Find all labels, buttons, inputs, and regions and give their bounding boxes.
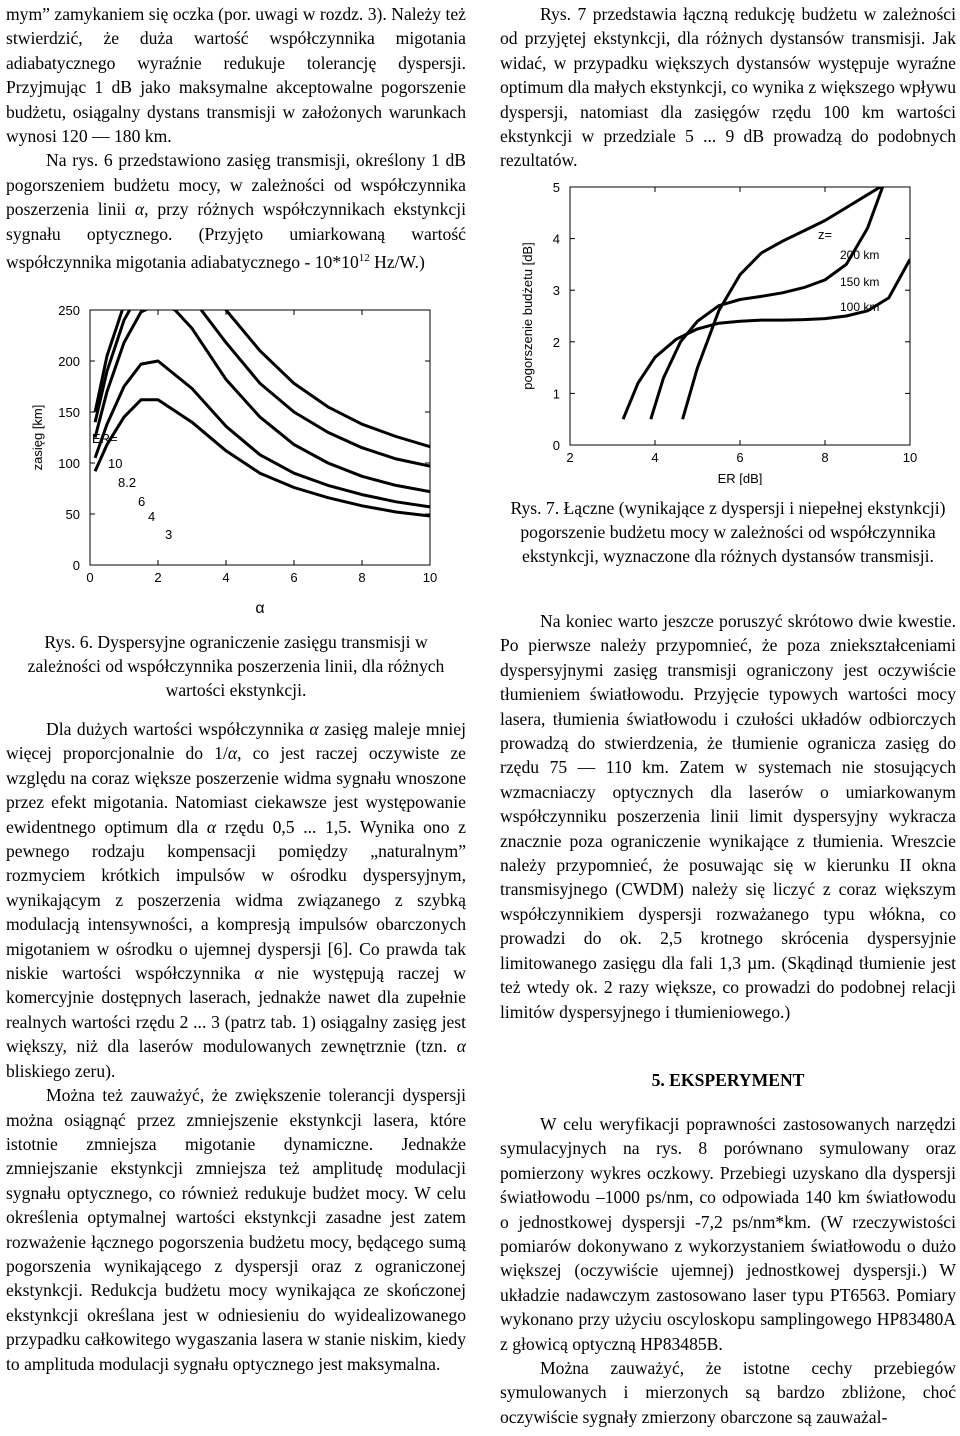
plot-frame <box>90 310 430 565</box>
x-tick-label: 6 <box>290 570 298 585</box>
y-tick-label: 250 <box>58 303 80 318</box>
legend-label: 3 <box>165 527 173 542</box>
right-column-bottom <box>500 609 956 1024</box>
section-heading: 5. EKSPERYMENT <box>651 1070 805 1090</box>
x-tick-label: 4 <box>222 570 230 585</box>
legend-title: ER= <box>92 431 118 446</box>
paragraph-na-koniec: Na koniec warto jeszcze poruszyć skrótowo dwie kwestie. Po pierwsze należy przypomnieć, że poza zniekształceniami dyspersyjnymi zasięg transmisji ograniczony jest oczywiście tłumieniem światłowodu. Przyjęcie typowych wartości mocy lasera, tłumienia światłowodu i czułości układów odbiorczych prowadzą do stwierdzenia, że tłumienie ogranicza zasięg do rzędu 75 — 110 km. Zatem w systemach nie stosujących wzmacniaczy optycznych dla laserów o umiarkowanym współczynniku poszerzenia linii limit dyspersyjny wykracza znacznie poza ograniczenie wynikające z tłumienia. Wreszcie należy przypomnieć, że posuwając się w kierunku II okna transmisyjnego (CWDM) należy się liczyć z coraz większym współczynnikiem dyspersji rozważanego typu włókna, co prowadzi do ok. 2,5 krotnego skrócenia dyspersyjnie limitowanego zasięgu dla fali 1,3 µm. (Skądinąd tłumienie jest też wtedy ok. 2 razy większe, co prowadzi do podobnej relacji limitów dyspersyjnego i tłumieniowego.) <box>500 611 956 1022</box>
x-tick-label: 2 <box>154 570 162 585</box>
legend-label: 6 <box>138 494 146 509</box>
x-tick-label: 6 <box>736 450 744 465</box>
legend-label: 10 <box>108 456 123 471</box>
figure-6-caption: Rys. 6. Dyspersyjne ograniczenie zasięgu transmisji w zależności od współczynnika poszerzenia linii, dla różnych wartości ekstynkcji. <box>27 632 445 700</box>
legend-label: 4 <box>148 509 156 524</box>
y-tick-label: 3 <box>552 283 560 299</box>
x-tick-label: 10 <box>422 570 438 585</box>
figure-7-chart <box>520 175 950 485</box>
paragraph-mozna-zauwazyc: Można zauważyć, że istotne cechy przebiegów symulowanych i mierzonych są bardzo zbliżone, choć oczywiście sygnały zmierzony obarczone są zauważal- <box>500 1358 956 1427</box>
plot-frame <box>570 187 910 445</box>
y-tick-label: 100 <box>58 456 80 471</box>
paragraph-duzych: Dla dużych wartości współczynnika α zasięg maleje mniej więcej proporcjonalnie do 1/α, co jest raczej oczywiste ze względu na coraz większe poszerzenie widma sygnału wnoszone przez efekt migotania. Natomiast ciekawsze jest występowanie ewidentnego optimum dla α rzędu 0,5 ... 1,5. Wynika ono z pewnego rodzaju kompensacji pomiędzy „naturalnym” rozmyciem krótkich impulsów w ośrodku dyspersyjnym, wynikającym z poszerzenia widma związanego z szybką modulacją intensywności, a kompresją impulsów obarczonych migotaniem w ośrodku o ujemnej dyspersji [6]. Co prawda tak niskie wartości współczynnika α nie występują raczej w komercyjnie dostępnych laserach, jednakże nawet dla zupełnie realnych wartości rzędu 2 ... 3 (patrz tab. 1) osiągalny zasięg jest większy, niż dla laserów modulowanych zewnętrznie (tzn. α bliskiego zeru). <box>6 719 467 1081</box>
x-axis-label: ER [dB] <box>717 471 763 485</box>
figure-7-caption: Rys. 7. Łączne (wynikające z dyspersji i niepełnej ekstynkcji) pogorszenie budżetu mocy w zależności od współczynnika ekstynkcji, wyznaczone dla różnych dystansów transmisji. <box>510 498 946 566</box>
x-tick-label: 8 <box>821 450 829 465</box>
paragraph-mozna: Można też zauważyć, że zwiększenie tolerancji dyspersji można osiągnąć przez zmniejszenie ekstynkcji lasera, które istotnie zmniejsza migotanie dynamiczne. Jednakże zmniejszanie ekstynkcji zmniejsza też amplitudę modulacji sygnału optycznego, co również redukuje budżet mocy. W celu określenia optymalnej wartości ekstynkcji zasadne jest zatem rozważenie łącznego pogorszenia budżetu mocy, będącego sumą pogorszenia wynikającego z dyspersji oraz z ograniczonej ekstynkcji. Redukcja budżetu mocy wynikająca ze skończonej ekstynkcji określana jest w odniesieniu do wyidealizowanego przypadku całkowitego wygaszania lasera w stanie niskim, kiedy to amplituda modulacji sygnału optycznego jest maksymalna. <box>6 1085 466 1374</box>
series-line-82 <box>95 361 430 507</box>
y-tick-label: 50 <box>65 507 80 522</box>
y-axis-label: pogorszenie budżetu [dB] <box>520 242 535 390</box>
x-tick-label: 2 <box>566 450 574 465</box>
y-tick-label: 5 <box>552 180 560 195</box>
left-column-top <box>6 2 466 274</box>
x-tick-label: 0 <box>86 570 94 585</box>
legend-label: 150 km <box>840 275 880 289</box>
y-tick-label: 4 <box>552 231 560 247</box>
right-column-top <box>500 2 956 173</box>
paragraph-rys7: Rys. 7 przedstawia łączną redukcję budżetu w zależności od przyjętej ekstynkcji, dla różnych dystansów transmisji. Jak widać, w przypadku większych dystansów występuje wyraźne optimum dla małych ekstynkcji, co wynika z większego wpływu dyspersji, natomiast dla zasięgów rzędu 100 km wartości ekstynkcji w przedziale 5 ... 9 dB prowadzą do podobnych rezultatów. <box>500 4 956 171</box>
legend-label: 100 km <box>840 300 880 314</box>
alpha-symbol: α <box>134 199 145 220</box>
y-tick-label: 2 <box>552 334 560 350</box>
x-tick-label: 10 <box>902 450 918 465</box>
y-axis-label: zasięg [km] <box>30 404 45 471</box>
series-line-6 <box>95 304 430 492</box>
x-tick-label: 4 <box>651 450 659 465</box>
legend-label: 200 km <box>840 248 880 262</box>
y-tick-label: 1 <box>552 386 560 402</box>
paragraph-intro: mym” zamykaniem się oczka (por. uwagi w rozdz. 3). Należy też stwierdzić, że duża wartość współczynnika migotania adiabatycznego wyraźnie redukuje tolerancję dyspersji. Przyjmując 1 dB jako maksymalne akceptowalne pogorszenie budżetu, osiągalny dystans transmisji w założonych warunkach wynosi 120 — 180 km. <box>6 4 466 147</box>
left-column-bottom <box>6 717 466 1376</box>
y-tick-label: 150 <box>58 405 80 420</box>
figure-6-chart <box>20 290 470 620</box>
y-tick-label: 200 <box>58 354 80 369</box>
x-axis-label: α <box>255 600 265 617</box>
series-line-4 <box>95 290 430 466</box>
y-tick-label: 0 <box>552 438 560 453</box>
y-tick-label: 0 <box>72 558 80 573</box>
paragraph-rys6: Na rys. 6 przedstawiono zasięg transmisji, określony 1 dB pogorszeniem budżetu mocy, w zależności od współczynnika poszerzenia linii α, przy różnych współczynnikach ekstynkcji sygnału optycznego. (Przyjęto umiarkowaną wartość współczynnika migotania adiabatycznego - $10*10^{12}$ Hz/W.) <box>6 150 466 272</box>
legend-title: z= <box>818 227 833 242</box>
x-tick-label: 8 <box>358 570 366 585</box>
paragraph-w-celu: W celu weryfikacji poprawności zastosowanych narzędzi symulacyjnych na rys. 8 porównano symulowany oraz pomierzony wykres oczkowy. Przebiegi uzyskano dla dyspersji światłowodu –1000 ps/nm, co odpowiada 140 km światłowodu o jednostkowej dyspersji -7,2 ps/nm*km. (W rzeczywistości pomiarów dokonywano z wykorzystaniem światłowodu o dużo większej (oczywiście ujemnej) jednostkowej dyspersji.) W układzie nadawczym zastosowano laser typu PT6563. Pomiary wykonano przy użyciu oscyloskopu samplingowego HP83480A z głowicą optyczną HP83485B. <box>500 1114 956 1354</box>
right-column-experiment <box>500 1112 956 1429</box>
legend-label: 8.2 <box>118 475 137 490</box>
series-line-3 <box>95 290 430 447</box>
